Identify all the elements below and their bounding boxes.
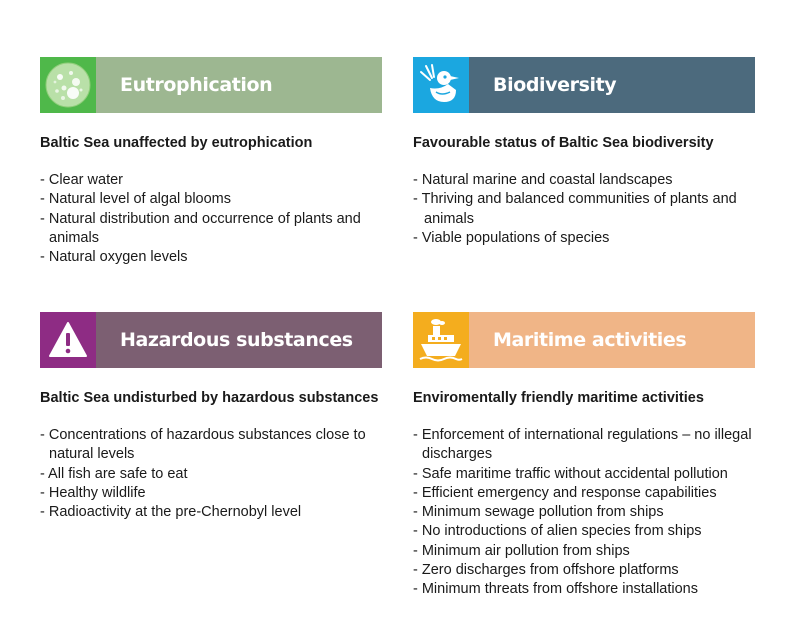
list-item: - Natural marine and coastal landscapes — [413, 172, 673, 188]
panel-maritime-activities — [413, 312, 755, 600]
list-item: - Healthy wildlife — [40, 484, 146, 501]
list-item: - Efficient emergency and response capabilities — [413, 484, 717, 501]
list-item: - Natural distribution and occurrence of plants and animals — [40, 210, 361, 246]
list-item: - Natural oxygen levels — [40, 249, 188, 266]
list-item: - Viable populations of species — [413, 229, 610, 246]
list-item: - Minimum threats from offshore installations — [413, 581, 699, 598]
list-item: - Radioactivity at the pre-Chernobyl level — [40, 504, 302, 521]
list-item: - Natural level of algal blooms — [40, 191, 232, 208]
list-item: - Concentrations of hazardous substances close to natural levels — [40, 427, 366, 463]
maritime-activities-title: Maritime activities — [493, 329, 687, 351]
list-item: - Zero discharges from offshore platforms — [413, 562, 679, 579]
list-item: - Minimum air pollution from ships — [413, 542, 630, 559]
eutrophication-list — [40, 171, 382, 267]
hazardous-substances-heading: Baltic Sea undisturbed by hazardous substances — [40, 390, 379, 406]
list-item: - Minimum sewage pollution from ships — [413, 504, 664, 521]
hazardous-substances-list — [40, 426, 382, 522]
list-item: - Enforcement of international regulations – no illegal discharges — [413, 427, 752, 463]
list-item: - Safe maritime traffic without accidental pollution — [413, 465, 728, 482]
hazardous-substances-banner — [40, 312, 382, 368]
ship-icon — [413, 312, 469, 368]
eutrophication-heading: Baltic Sea unaffected by eutrophication — [40, 135, 313, 151]
list-item: - Thriving and balanced communities of plants and animals — [413, 191, 737, 227]
eutrophication-title: Eutrophication — [120, 74, 273, 96]
list-item: - All fish are safe to eat — [40, 465, 188, 482]
biodiversity-list — [413, 171, 755, 248]
biodiversity-title: Biodiversity — [493, 74, 617, 96]
panel-eutrophication — [40, 57, 382, 267]
biodiversity-banner — [413, 57, 755, 113]
panel-hazardous-substances — [40, 312, 382, 522]
eutrophication-banner — [40, 57, 382, 113]
warning-icon — [40, 312, 96, 368]
maritime-activities-list — [413, 426, 755, 600]
list-item: - Clear water — [40, 172, 123, 188]
biodiversity-heading: Favourable status of Baltic Sea biodiversity — [413, 135, 714, 151]
bird-icon — [413, 57, 469, 113]
list-item: - No introductions of alien species from ships — [413, 523, 702, 540]
maritime-activities-banner — [413, 312, 755, 368]
panel-biodiversity — [413, 57, 755, 248]
hazardous-substances-title: Hazardous substances — [120, 329, 353, 351]
maritime-activities-heading: Enviromentally friendly maritime activities — [413, 390, 704, 406]
algae-bubbles-icon — [40, 57, 96, 113]
